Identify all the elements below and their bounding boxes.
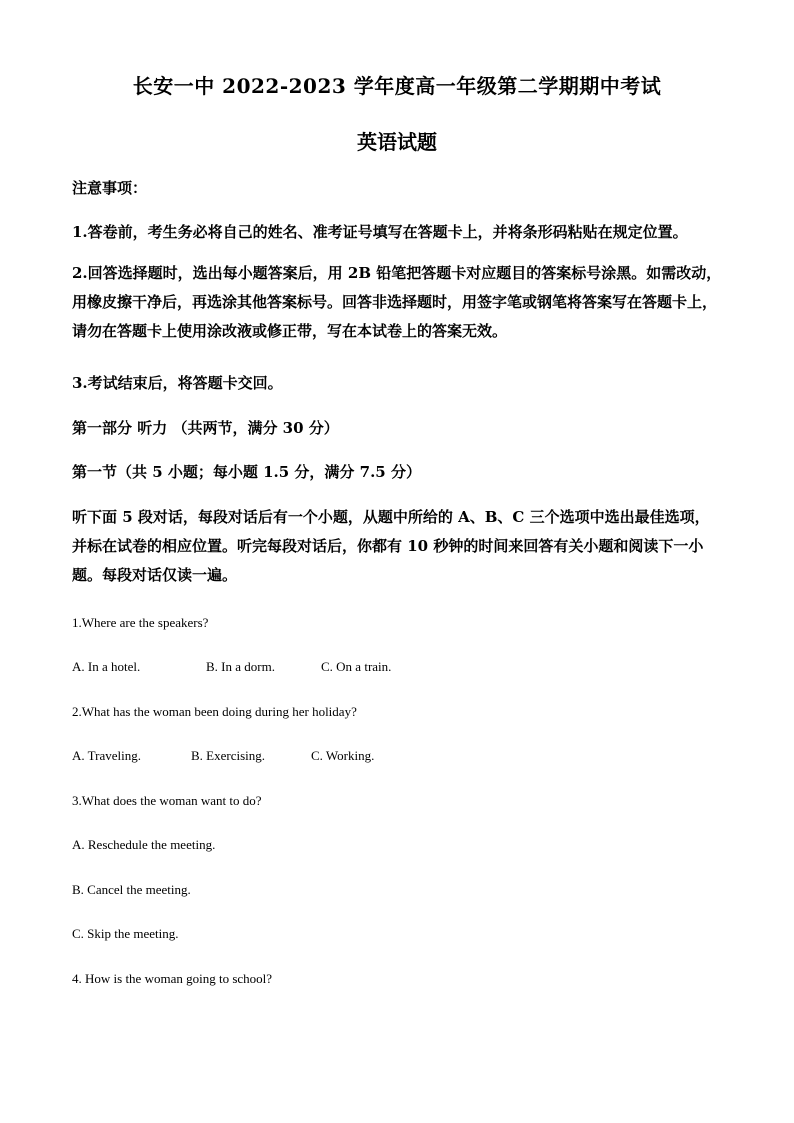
question-3-option-c: C. Skip the meeting. [72, 926, 179, 941]
question-3-option-a: A. Reschedule the meeting. [72, 837, 216, 852]
notice-heading: 注意事项： [72, 179, 148, 197]
question-3: 3.What does the woman want to do? [72, 793, 262, 808]
part-heading: 第一部分 听力 （共两节，满分 30 分） [72, 419, 339, 437]
notice-item-3: 3.考试结束后，将答题卡交回。 [72, 374, 283, 392]
question-1-option-b: B. In a dorm. [206, 659, 275, 674]
question-2: 2.What has the woman been doing during her holiday? [72, 704, 357, 719]
question-2-option-a: A. Traveling. [72, 748, 141, 763]
listening-instructions: 听下面 5 段对话，每段对话后有一个小题，从题中所给的 A、B、C 三个选项中选出最佳选项，并标在试卷的相应位置。听完每段对话后，你都有 10 秒钟的时间来回答有关小题和阅读下一小题。每段对话仅读一遍。 [72, 508, 710, 584]
question-1-option-a: A. In a hotel. [72, 659, 141, 674]
exam-title: 长安一中 2022-2023 学年度高一年级第二学期期中考试 [132, 74, 662, 98]
notice-item-2: 2.回答选择题时，选出每小题答案后，用 2B 铅笔把答题卡对应题目的答案标号涂黑。如需改动，用橡皮擦干净后，再选涂其他答案标号。回答非选择题时，用签字笔或钢笔将答案写在答题卡上，请勿在答题卡上使用涂改液或修正带，写在本试卷上的答案无效。 [72, 264, 722, 340]
question-2-option-b: B. Exercising. [191, 748, 266, 763]
question-1-option-c: C. On a train. [321, 659, 392, 674]
notice-item-1: 1.答卷前，考生务必将自己的姓名、准考证号填写在答题卡上，并将条形码粘贴在规定位置。 [72, 223, 688, 241]
question-2-option-c: C. Working. [311, 748, 375, 763]
question-1: 1.Where are the speakers? [72, 615, 209, 630]
question-4: 4. How is the woman going to school? [72, 971, 273, 986]
question-3-option-b: B. Cancel the meeting. [72, 882, 191, 897]
exam-subtitle: 英语试题 [357, 130, 437, 154]
section-heading: 第一节（共 5 小题；每小题 1.5 分，满分 7.5 分） [72, 463, 421, 481]
